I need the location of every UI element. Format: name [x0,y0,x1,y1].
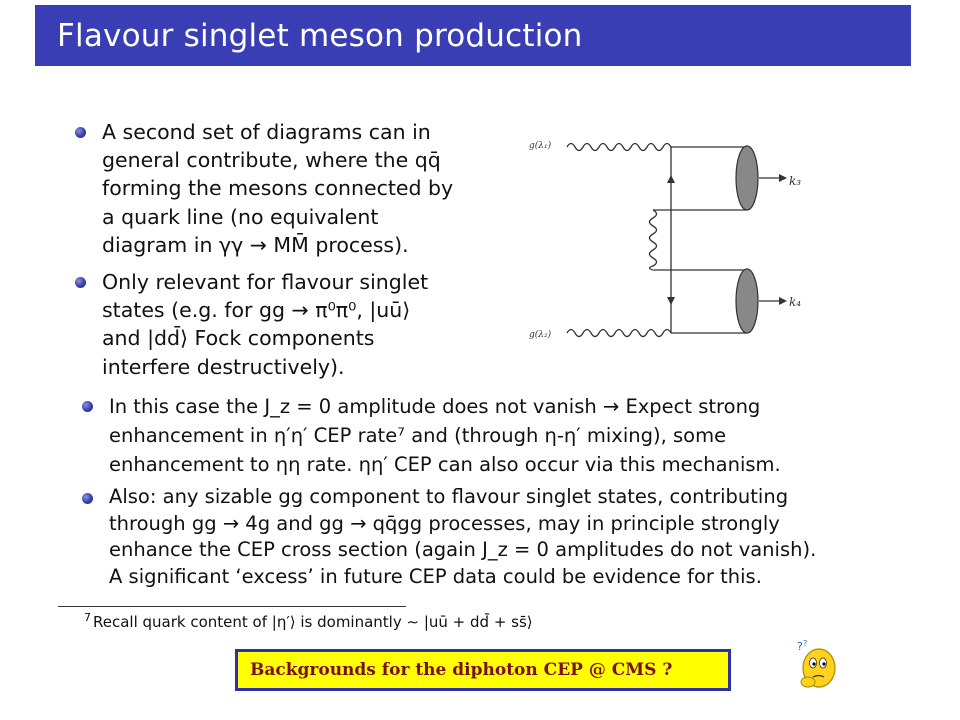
banner [235,649,731,691]
footnote-divider [58,606,406,607]
thinking-smiley-icon [793,638,839,694]
bullet-line: enhancement in η′η′ CEP rate⁷ and (through η-η′ mixing), some [109,424,727,447]
meson-blob-top [736,146,758,210]
meson-label-top: k₃ [789,174,802,188]
bullet-line: enhance the CEP cross section (again J_z = 0 amplitudes do not vanish). [109,538,817,561]
slide-title: Flavour singlet meson production [57,18,583,54]
meson-label-bottom: k₄ [789,295,802,309]
bullet-item [75,268,429,381]
bullet-dot-icon [82,401,93,412]
svg-text:?: ? [803,639,808,648]
bullet-line: Only relevant for flavour singlet [102,270,429,294]
footnote-mark: 7 [84,611,91,624]
footnote-text: Recall quark content of |η′⟩ is dominantly ∼ |uū + dd̄ + ss̄⟩ [93,613,533,631]
bullet-dot-icon [75,277,86,288]
bullet-line: enhancement to ηη rate. ηη′ CEP can also occur via this mechanism. [109,453,781,476]
bullet-line: A second set of diagrams can in [102,120,431,144]
banner-text: Backgrounds for the diphoton CEP @ CMS ? [250,660,673,680]
gluon-line-top [567,144,671,151]
bullet-line: a quark line (no equivalent [102,204,379,229]
gluon-line-bottom [567,330,671,337]
bullet-line: Also: any sizable gg component to flavour singlet states, contributing [109,485,789,508]
bullet-dot-icon [82,493,93,504]
bullet-line: through gg → 4g and gg → qq̄gg processes, may in principle strongly [109,511,780,535]
meson-blob-bottom [736,269,758,333]
bullet-dot-icon [75,127,86,138]
bullet-item [82,484,817,590]
bullet-line: forming the mesons connected by [102,176,454,201]
bullet-line: general contribute, where the qq̄ [102,148,441,173]
bullet-item [82,392,781,479]
gluon-label-top: g(λ₁) [529,141,552,151]
gluon-label-bottom: g(λ₂) [529,330,552,340]
footnote [84,611,533,631]
bullet-line: A significant ‘excess’ in future CEP data could be evidence for this. [109,564,762,588]
bullet-line: diagram in γγ → MM̄ process). [102,232,409,257]
feynman-diagram [525,115,805,355]
bullet-line: states (e.g. for gg → π⁰π⁰, |uū⟩ [102,298,411,323]
bullet-line: In this case the J_z = 0 amplitude does not vanish → Expect strong [109,395,761,418]
bullet-line: interfere destructively). [102,354,345,379]
bullet-line: and |dd̄⟩ Fock components [102,326,375,351]
bullet-item [75,118,454,259]
svg-text:?: ? [797,640,803,653]
